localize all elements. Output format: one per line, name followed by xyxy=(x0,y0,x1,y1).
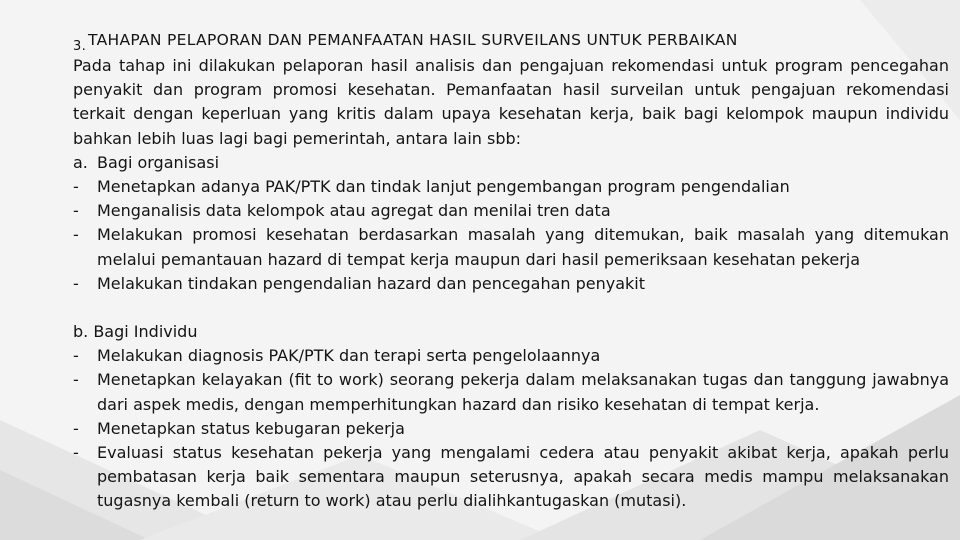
list-dash: - xyxy=(73,418,79,438)
slide-content xyxy=(73,28,949,514)
heading-title: TAHAPAN PELAPORAN DAN PEMANFAATAN HASIL SURVEILANS UNTUK PERBAIKAN xyxy=(88,31,738,49)
list-dash: - xyxy=(73,225,79,245)
section-heading xyxy=(73,28,949,54)
list-item xyxy=(73,368,949,416)
list-dash: - xyxy=(73,201,79,221)
list-item-text: Menetapkan status kebugaran pekerja xyxy=(97,418,405,438)
list-item xyxy=(73,175,949,199)
list-item-text: Menganalisis data kelompok atau agregat dan menilai tren data xyxy=(97,201,611,221)
list-item xyxy=(73,223,949,271)
list-item-text: Melakukan diagnosis PAK/PTK dan terapi serta pengelolaannya xyxy=(97,346,601,366)
section-a-header xyxy=(73,151,949,175)
list-item-text: Menetapkan kelayakan (fit to work) seorang pekerja dalam melaksanakan tugas dan tanggung jawabnya dari aspek medis, dengan memperhitungkan hazard dan risiko kesehatan di tempat kerja. xyxy=(97,370,949,414)
section-b-title: b. Bagi Individu xyxy=(73,322,198,342)
list-dash: - xyxy=(73,443,79,463)
list-item-text: Evaluasi status kesehatan pekerja yang mengalami cedera atau penyakit akibat kerja, apakah perlu pembatasan kerja baik sementara maupun seterusnya, apakah secara medis mampu melaksanakan tugasnya kembali (return to work) atau perlu dialihkantugaskan (mutasi). xyxy=(97,443,949,511)
section-spacer xyxy=(73,296,949,320)
intro-paragraph: Pada tahap ini dilakukan pelaporan hasil analisis dan pengajuan rekomendasi untuk program pencegahan penyakit dan program promosi kesehatan. Pemanfaatan hasil surveilan untuk pengajuan rekomendasi terkait dengan keperluan yang kritis dalam upaya kesehatan kerja, baik bagi kelompok maupun individu bahkan lebih luas lagi bagi pemerintah, antara lain sbb: xyxy=(73,56,949,148)
section-a-marker: a. xyxy=(73,152,88,172)
list-item xyxy=(73,272,949,296)
list-dash: - xyxy=(73,346,79,366)
list-item-text: Melakukan promosi kesehatan berdasarkan masalah yang ditemukan, baik masalah yang ditemukan melalui pemantauan hazard di tempat kerja maupun dari hasil pemeriksaan kesehatan pekerja xyxy=(97,225,949,269)
list-item-text: Melakukan tindakan pengendalian hazard dan pencegahan penyakit xyxy=(97,273,646,293)
list-item-text: Menetapkan adanya PAK/PTK dan tindak lanjut pengembangan program pengendalian xyxy=(97,177,790,197)
list-dash: - xyxy=(73,273,79,293)
list-item xyxy=(73,344,949,368)
list-item xyxy=(73,441,949,514)
list-dash: - xyxy=(73,370,79,390)
list-item xyxy=(73,199,949,223)
heading-number: 3. xyxy=(73,39,87,54)
section-a-title: Bagi organisasi xyxy=(97,152,220,172)
list-item xyxy=(73,417,949,441)
list-dash: - xyxy=(73,177,79,197)
